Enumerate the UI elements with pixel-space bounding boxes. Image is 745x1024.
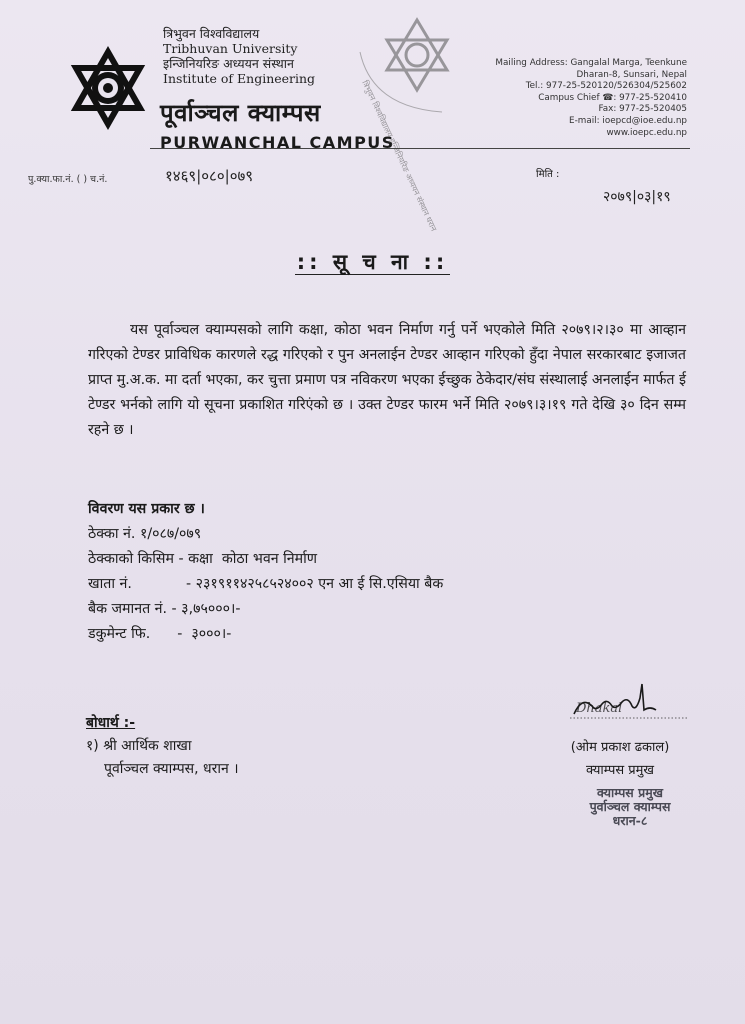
bank-guarantee: बैक जमानत नं. - ३,७५०००।- [88, 601, 241, 617]
contract-type: ठेक्काको किसिम - कक्षा कोठा भवन निर्माण [88, 551, 318, 567]
signature-scrawl: Dhakal [576, 701, 623, 716]
university-name-block [163, 26, 315, 86]
reference-label: पु.क्या.फा.नं. ( ) च.नं. [28, 174, 108, 185]
contract-number: ठेक्का नं. १/०८७/०७९ [88, 526, 202, 542]
campus-chief-phone: Campus Chief ☎: 977-25-520410 [538, 92, 687, 103]
stamp-line-2: पुर्वाञ्चल क्याम्पस [589, 799, 671, 814]
cc-line-1: १) श्री आर्थिक शाखा [86, 738, 192, 754]
dispatch-number: १४६९|०८०|०७९ [165, 167, 254, 185]
header-divider [150, 148, 690, 149]
notice-title [0, 248, 745, 276]
institute-name-en: Institute of Engineering [163, 71, 316, 86]
notice-title-text: :: सू च ना :: [296, 250, 449, 274]
cc-block [86, 712, 239, 781]
cc-heading: बोधार्थ :- [86, 715, 136, 731]
tu-logo-icon [68, 48, 148, 128]
document-fee: डकुमेन्ट फि. - ३०००।- [88, 626, 232, 642]
fax: Fax: 977-25-520405 [598, 104, 687, 115]
city-address: Dharan-8, Sunsari, Nepal [576, 69, 687, 80]
official-stamp [560, 786, 700, 828]
notice-body: यस पूर्वाञ्चल क्याम्पसको लागि कक्षा, कोठा भवन निर्माण गर्नु पर्ने भएकोले मिति २०७९।२।३० मा आव्हान गरिएको टेण्डर प्राविधिक कारणले रद्ध गरिएको र पुन अनलाईन टेण्डर आव्हान गरिएको हुँदा नेपाल सरकारबाट इजाजत प्राप्त मु.अ.क. मा दर्ता भएका, कर चुत्ता प्रमाण पत्र नविकरण भएका ईच्छुक ठेकेदार/संघ संस्थालाई अनलाईन मार्फत ई टेण्डर भर्नको लागि यो सूचना प्रकाशित गरिएंको छ । उक्त टेण्डर फारम भर्ने मिति २०७९।३।१९ गते देखि ३० दिन सम्म रहने छ । [88, 322, 686, 438]
stamp-line-1: क्याम्पस प्रमुख [597, 785, 663, 800]
contact-info [495, 58, 687, 139]
website: www.ioepc.edu.np [606, 127, 687, 138]
signatory-title: क्याम्पस प्रमुख [585, 763, 655, 778]
mailing-address: Mailing Address: Gangalal Marga, Teenkune [495, 58, 687, 68]
university-name-np: त्रिभुवन विश्वविद्यालय [163, 26, 260, 41]
date-value: २०७९|०३|१९ [603, 189, 671, 205]
date-label: मिति : [536, 169, 560, 180]
details-heading: विवरण यस प्रकार छ । [88, 501, 205, 517]
signature-image [552, 676, 692, 722]
round-seal-stamp [352, 12, 462, 233]
signatory-block [540, 736, 700, 782]
details-block [88, 497, 443, 647]
email: E-mail: ioepcd@ioe.edu.np [569, 115, 687, 126]
signatory-name: (ओम प्रकाश ढकाल) [570, 740, 670, 755]
institute-name-np: इन्जिनियरिङ अध्ययन संस्थान [163, 56, 294, 71]
campus-name-np: पूर्वाञ्चल क्याम्पस [160, 99, 321, 127]
cc-line-2: पूर्वाञ्चल क्याम्पस, धरान । [104, 761, 239, 777]
telephone: Tel.: 977-25-520120/526304/525602 [525, 81, 687, 92]
stamp-line-3: धरान-८ [612, 813, 648, 828]
university-name-en: Tribhuvan University [163, 41, 298, 56]
campus-name-en: PURWANCHAL CAMPUS [160, 133, 395, 152]
account-number: खाता नं. - २३१९११४२५८५२४००२ एन आ ई सि.एसिया बैक [88, 576, 444, 592]
seal-text: त्रिभुवन विश्वविद्यालय इन्जिनियरिङ अध्ययन संस्थान धरान [360, 79, 439, 233]
